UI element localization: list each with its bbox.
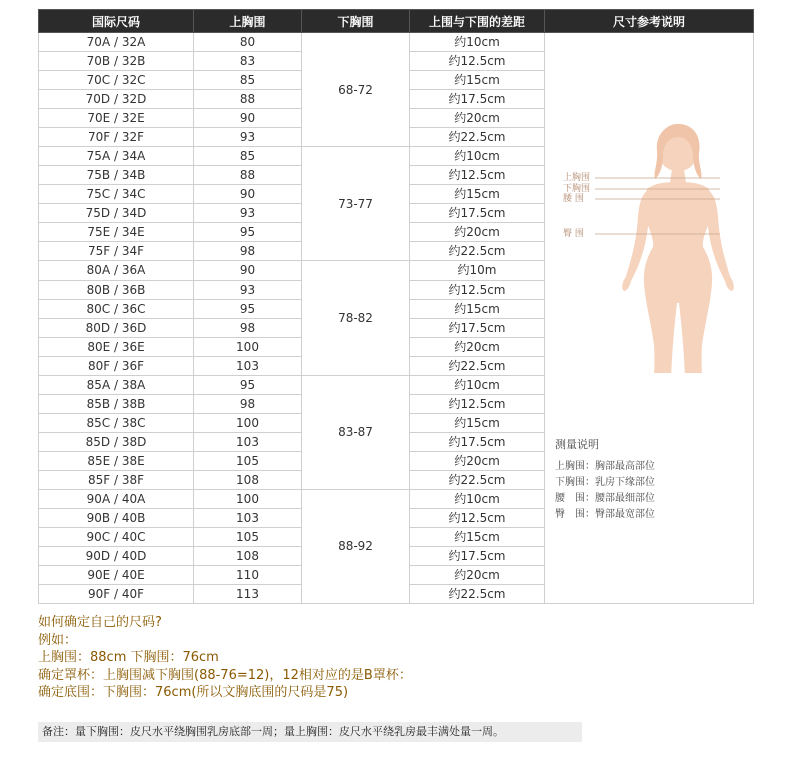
cell-size: 90E / 40E <box>39 566 194 585</box>
cell-size: 85F / 38F <box>39 470 194 489</box>
note-upper-bust: 上胸围：胸部最高部位 <box>555 461 655 472</box>
cell-difference: 约15cm <box>410 185 545 204</box>
cell-size: 70A / 32A <box>39 33 194 52</box>
cell-size: 70B / 32B <box>39 52 194 71</box>
cell-upper-bust: 108 <box>194 470 302 489</box>
cell-size: 85A / 38A <box>39 375 194 394</box>
cell-size: 80E / 36E <box>39 337 194 356</box>
cell-size: 90D / 40D <box>39 547 194 566</box>
label-under-bust: 下胸围 <box>563 184 591 194</box>
cell-size: 90F / 40F <box>39 585 194 604</box>
cell-difference: 约20cm <box>410 109 545 128</box>
cell-size: 85B / 38B <box>39 394 194 413</box>
cell-difference: 约12.5cm <box>410 52 545 71</box>
how-to-measurements: 上胸围：88cm 下胸围：76cm <box>38 650 219 665</box>
cell-upper-bust: 110 <box>194 566 302 585</box>
cell-difference: 约22.5cm <box>410 470 545 489</box>
cell-size: 75F / 34F <box>39 242 194 261</box>
cell-difference: 约22.5cm <box>410 356 545 375</box>
cell-upper-bust: 103 <box>194 356 302 375</box>
cell-difference: 约15cm <box>410 299 545 318</box>
note-waist: 腰 围：腰部最细部位 <box>555 493 655 504</box>
cell-difference: 约20cm <box>410 566 545 585</box>
cell-upper-bust: 90 <box>194 109 302 128</box>
cell-under-bust: 83-87 <box>302 375 410 489</box>
cell-under-bust: 78-82 <box>302 261 410 375</box>
header-reference: 尺寸参考说明 <box>545 10 754 33</box>
footnote: 备注：量下胸围：皮尺水平绕胸围乳房底部一周；量上胸围：皮尺水平绕乳房最丰满处量一周。 <box>38 722 582 742</box>
cell-difference: 约10m <box>410 261 545 280</box>
header-row <box>39 10 754 33</box>
cell-upper-bust: 113 <box>194 585 302 604</box>
cell-size: 70E / 32E <box>39 109 194 128</box>
cell-difference: 约15cm <box>410 71 545 90</box>
cell-size: 85D / 38D <box>39 432 194 451</box>
header-under-bust: 下胸围 <box>302 10 410 33</box>
cell-difference: 约12.5cm <box>410 166 545 185</box>
cell-upper-bust: 93 <box>194 204 302 223</box>
cell-under-bust: 88-92 <box>302 489 410 603</box>
cell-difference: 约17.5cm <box>410 432 545 451</box>
label-waist: 腰 围 <box>563 194 584 204</box>
cell-size: 80C / 36C <box>39 299 194 318</box>
cell-upper-bust: 103 <box>194 509 302 528</box>
cell-size: 75E / 34E <box>39 223 194 242</box>
cell-difference: 约10cm <box>410 375 545 394</box>
cell-size: 90A / 40A <box>39 489 194 508</box>
cell-size: 80D / 36D <box>39 318 194 337</box>
header-difference: 上围与下围的差距 <box>410 10 545 33</box>
cell-difference: 约12.5cm <box>410 509 545 528</box>
note-under-bust: 下胸围：乳房下缘部位 <box>555 477 655 488</box>
cell-upper-bust: 95 <box>194 375 302 394</box>
cell-size: 70D / 32D <box>39 90 194 109</box>
cell-upper-bust: 105 <box>194 451 302 470</box>
cell-upper-bust: 85 <box>194 147 302 166</box>
cell-difference: 约10cm <box>410 489 545 508</box>
cell-size: 75A / 34A <box>39 147 194 166</box>
how-to-band: 确定底围：下胸围：76cm(所以文胸底围的尺码是75) <box>38 685 349 700</box>
cell-size: 80A / 36A <box>39 261 194 280</box>
cell-upper-bust: 93 <box>194 280 302 299</box>
how-to-section <box>38 614 753 702</box>
cell-size: 70C / 32C <box>39 71 194 90</box>
notes-title: 测量说明 <box>555 438 599 451</box>
cell-upper-bust: 95 <box>194 223 302 242</box>
cell-difference: 约20cm <box>410 337 545 356</box>
cell-difference: 约22.5cm <box>410 242 545 261</box>
cell-upper-bust: 98 <box>194 394 302 413</box>
cell-upper-bust: 88 <box>194 90 302 109</box>
label-hip: 臀 围 <box>563 229 584 239</box>
how-to-cup: 确定罩杯：上胸围减下胸围(88-76=12)，12相对应的是B罩杯： <box>38 667 412 683</box>
cell-upper-bust: 90 <box>194 185 302 204</box>
cell-upper-bust: 83 <box>194 52 302 71</box>
header-upper-bust: 上胸围 <box>194 10 302 33</box>
cell-size: 85C / 38C <box>39 413 194 432</box>
cell-size: 85E / 38E <box>39 451 194 470</box>
cell-upper-bust: 100 <box>194 489 302 508</box>
cell-size: 90B / 40B <box>39 509 194 528</box>
reference-panel <box>545 33 753 603</box>
cell-difference: 约17.5cm <box>410 547 545 566</box>
cell-size: 90C / 40C <box>39 528 194 547</box>
cell-difference: 约10cm <box>410 147 545 166</box>
header-intl-size: 国际尺码 <box>39 10 194 33</box>
cell-size: 80F / 36F <box>39 356 194 375</box>
how-to-example: 例如： <box>38 632 78 648</box>
cell-size: 75D / 34D <box>39 204 194 223</box>
cell-upper-bust: 100 <box>194 337 302 356</box>
cell-difference: 约22.5cm <box>410 128 545 147</box>
cell-difference: 约15cm <box>410 413 545 432</box>
cell-upper-bust: 98 <box>194 318 302 337</box>
note-hip: 臀 围：臀部最宽部位 <box>555 509 655 520</box>
cell-upper-bust: 103 <box>194 432 302 451</box>
cell-under-bust: 73-77 <box>302 147 410 261</box>
label-upper-bust: 上胸围 <box>563 173 591 183</box>
cell-size: 75B / 34B <box>39 166 194 185</box>
cell-difference: 约12.5cm <box>410 280 545 299</box>
cell-under-bust: 68-72 <box>302 33 410 147</box>
cell-difference: 约15cm <box>410 528 545 547</box>
size-chart-table <box>38 9 754 604</box>
measurement-notes <box>555 437 655 523</box>
cell-difference: 约20cm <box>410 223 545 242</box>
cell-upper-bust: 80 <box>194 33 302 52</box>
cell-upper-bust: 85 <box>194 71 302 90</box>
cell-size: 75C / 34C <box>39 185 194 204</box>
cell-difference: 约12.5cm <box>410 394 545 413</box>
cell-difference: 约22.5cm <box>410 585 545 604</box>
cell-difference: 约17.5cm <box>410 204 545 223</box>
cell-upper-bust: 105 <box>194 528 302 547</box>
cell-upper-bust: 88 <box>194 166 302 185</box>
cell-upper-bust: 93 <box>194 128 302 147</box>
cell-upper-bust: 90 <box>194 261 302 280</box>
cell-size: 70F / 32F <box>39 128 194 147</box>
cell-upper-bust: 98 <box>194 242 302 261</box>
cell-difference: 约17.5cm <box>410 318 545 337</box>
cell-difference: 约20cm <box>410 451 545 470</box>
cell-difference: 约17.5cm <box>410 90 545 109</box>
how-to-title: 如何确定自己的尺码? <box>38 615 162 630</box>
cell-size: 80B / 36B <box>39 280 194 299</box>
cell-upper-bust: 95 <box>194 299 302 318</box>
cell-upper-bust: 108 <box>194 547 302 566</box>
reference-cell <box>545 33 754 604</box>
table-row <box>39 33 754 52</box>
cell-upper-bust: 100 <box>194 413 302 432</box>
cell-difference: 约10cm <box>410 33 545 52</box>
